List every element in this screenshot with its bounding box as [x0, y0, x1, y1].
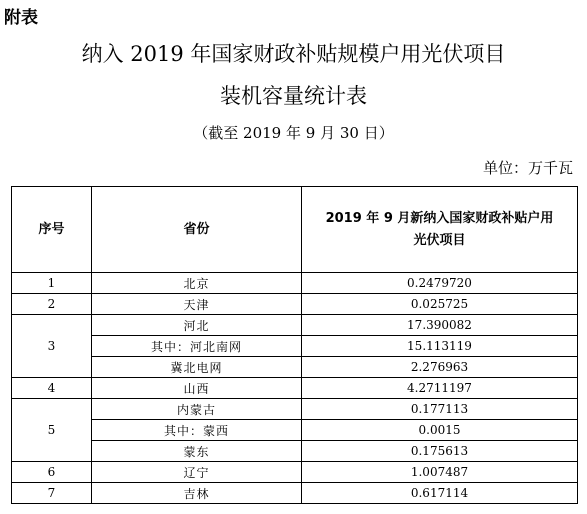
row-province: 天津 [92, 294, 302, 315]
row-province: 内蒙古 [92, 399, 302, 420]
row-serial: 5 [12, 399, 92, 462]
table-row [12, 399, 578, 420]
row-province: 冀北电网 [92, 357, 302, 378]
row-province: 北京 [92, 273, 302, 294]
row-value: 4.2711197 [302, 378, 578, 399]
table-row [12, 357, 578, 378]
row-value: 0.175613 [302, 441, 578, 462]
row-value: 0.617114 [302, 483, 578, 504]
header-serial: 序号 [12, 187, 92, 273]
row-province: 山西 [92, 378, 302, 399]
table-row [12, 378, 578, 399]
row-serial: 2 [12, 294, 92, 315]
row-value: 1.007487 [302, 462, 578, 483]
row-province: 河北 [92, 315, 302, 336]
row-serial: 3 [12, 315, 92, 378]
row-serial: 7 [12, 483, 92, 504]
table-row [12, 294, 578, 315]
row-value: 0.025725 [302, 294, 578, 315]
row-value: 0.2479720 [302, 273, 578, 294]
unit-label: 单位：万千瓦 [482, 159, 573, 177]
row-value: 17.390082 [302, 315, 578, 336]
table-header-row [12, 187, 578, 273]
row-serial: 1 [12, 273, 92, 294]
row-province: 蒙东 [92, 441, 302, 462]
table-row [12, 462, 578, 483]
table-row [12, 273, 578, 294]
title-line-2: 装机容量统计表 [220, 84, 367, 108]
table-row [12, 441, 578, 462]
row-province: 其中：蒙西 [92, 420, 302, 441]
row-province: 其中：河北南网 [92, 336, 302, 357]
table-row [12, 336, 578, 357]
table-row [12, 483, 578, 504]
row-value: 2.276963 [302, 357, 578, 378]
subtitle-date: （截至 2019 年 9 月 30 日） [193, 124, 394, 142]
row-serial: 6 [12, 462, 92, 483]
header-capacity: 2019 年 9 月新纳入国家财政补贴户用光伏项目 [302, 187, 578, 273]
header-province: 省份 [92, 187, 302, 273]
row-province: 吉林 [92, 483, 302, 504]
row-value: 0.177113 [302, 399, 578, 420]
row-value: 0.0015 [302, 420, 578, 441]
row-serial: 4 [12, 378, 92, 399]
row-value: 15.113119 [302, 336, 578, 357]
capacity-table [11, 186, 578, 504]
row-province: 辽宁 [92, 462, 302, 483]
table-row [12, 420, 578, 441]
title-line-1: 纳入 2019 年国家财政补贴规模户用光伏项目 [81, 42, 506, 66]
table-row [12, 315, 578, 336]
appendix-label: 附表 [4, 8, 38, 28]
